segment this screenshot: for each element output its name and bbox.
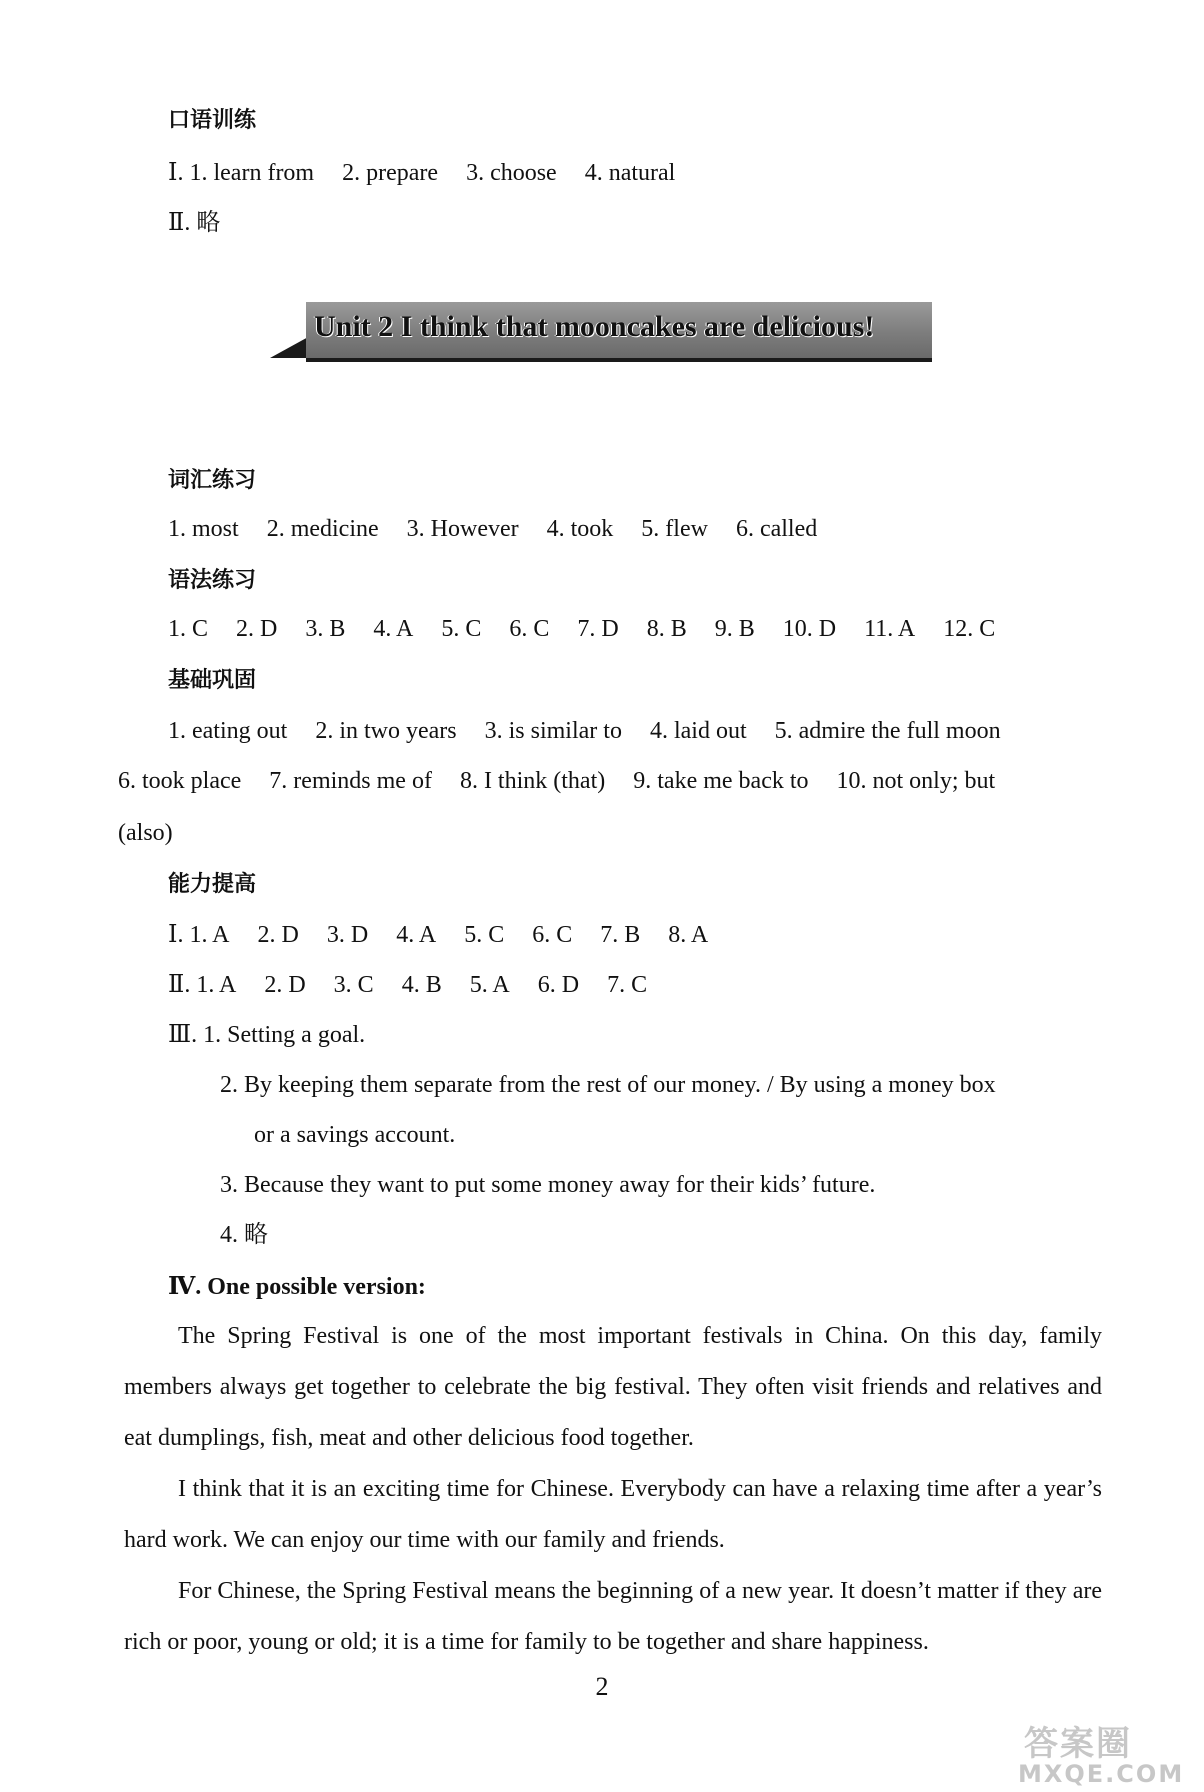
answer-item: 2. in two years — [315, 718, 457, 744]
answer-item: 3. D — [326, 922, 369, 948]
answer-item: 2. D — [236, 616, 278, 642]
answer-item: 3. is similar to — [484, 718, 622, 744]
answer-item: 3. B — [305, 616, 346, 642]
roman-numeral: Ⅰ. — [168, 922, 184, 948]
answer-item: 1. A — [196, 972, 237, 998]
answer-item: 10. not only; but — [836, 768, 996, 794]
vocab-answers — [168, 514, 817, 544]
answer-item: 9. take me back to — [633, 768, 809, 794]
vocab-heading: 词汇练习 — [168, 468, 257, 493]
answer-item: 3. choose — [466, 160, 557, 186]
essay-paragraph: For Chinese, the Spring Festival means the beginning of a new year. It doesn’t matter if they are rich or poor, young or old; it is a time for family to be together and share happiness. — [124, 1578, 1102, 1655]
answer-item: 5. C — [441, 616, 482, 642]
answer-item: 6. called — [735, 516, 818, 542]
answer-item: 4. B — [401, 972, 442, 998]
answer-item: 6. took place — [118, 768, 242, 794]
essay-paragraph: The Spring Festival is one of the most important festivals in China. On this day, family members always get together to celebrate the big festival. They often visit friends and relatives and eat dumplings, fish, meat and other delicious food together. — [124, 1323, 1102, 1451]
answer-item: 1. Setting a goal. — [203, 1022, 366, 1048]
answer-item: 6. D — [537, 972, 580, 998]
answer-item: 4. natural — [584, 160, 676, 186]
unit-banner — [270, 302, 932, 358]
watermark-logo — [1004, 1716, 1204, 1792]
answer-item: 10. D — [782, 616, 837, 642]
answer-item: 8. A — [668, 922, 709, 948]
basics-answers-line2 — [118, 766, 995, 796]
banner-arrow-decoration — [270, 336, 310, 358]
answer-item: 3. C — [333, 972, 374, 998]
answer-item: 2. D — [264, 972, 306, 998]
ability-part4-heading: Ⅳ. One possible version: — [168, 1274, 426, 1300]
basics-answers-line3: (also) — [118, 820, 173, 846]
answer-item: 5. flew — [641, 516, 708, 542]
watermark-text-top: 答案圈 — [1024, 1724, 1132, 1764]
answer-item: 1. learn from — [189, 160, 315, 186]
answer-item: 1. eating out — [168, 718, 288, 744]
answer-item: 5. C — [464, 922, 505, 948]
answer-item: 2. D — [257, 922, 299, 948]
roman-numeral: Ⅰ. — [168, 160, 184, 186]
unit-title: Unit 2 I think that mooncakes are delicious! — [314, 310, 875, 343]
ability-part2-answers — [168, 970, 647, 1000]
grammar-answers — [168, 614, 995, 644]
answer-item: 2. prepare — [342, 160, 439, 186]
answer-item: 4. A — [373, 616, 414, 642]
answer-item: 11. A — [864, 616, 916, 642]
answer-item: 2. medicine — [266, 516, 379, 542]
answer-item: 6. C — [532, 922, 573, 948]
watermark-text-bottom: MXQE.COM — [1018, 1760, 1185, 1788]
roman-numeral: Ⅲ. — [168, 1022, 198, 1048]
answer-item: 7. D — [577, 616, 619, 642]
grammar-heading: 语法练习 — [168, 568, 257, 593]
oral-training-heading: 口语训练 — [168, 108, 257, 133]
answer-item: 1. A — [189, 922, 230, 948]
answer-item: 4. took — [546, 516, 614, 542]
answer-item: 4. laid out — [649, 718, 747, 744]
ability-part1-answers — [168, 920, 708, 950]
answer-item: 8. B — [646, 616, 687, 642]
oral-part2-answer: Ⅱ. 略 — [168, 210, 221, 236]
answer-item: 5. admire the full moon — [774, 718, 1001, 744]
answer-item: 4. A — [396, 922, 437, 948]
answer-item: 7. B — [600, 922, 641, 948]
ability-part3-answer4: 4. 略 — [220, 1222, 268, 1248]
answer-item: 9. B — [714, 616, 755, 642]
ability-part3-answer2-line1: 2. By keeping them separate from the rest of our money. / By using a money box — [220, 1072, 996, 1098]
answer-item: 3. However — [406, 516, 519, 542]
answer-item: 1. C — [168, 616, 209, 642]
answer-item: 8. I think (that) — [459, 768, 606, 794]
answer-item: 5. A — [469, 972, 510, 998]
answer-item: 7. reminds me of — [269, 768, 432, 794]
basics-answers-line1 — [168, 716, 1001, 746]
basics-heading: 基础巩固 — [168, 668, 257, 693]
roman-numeral: Ⅱ. — [168, 972, 191, 998]
ability-heading: 能力提高 — [168, 872, 257, 897]
essay-paragraph: I think that it is an exciting time for Chinese. Everybody can have a relaxing time after a year’s hard work. We can enjoy our time with our family and friends. — [124, 1476, 1102, 1553]
answer-item: 12. C — [943, 616, 996, 642]
answer-item: 6. C — [509, 616, 550, 642]
ability-part3-answer2-line2: or a savings account. — [254, 1122, 456, 1148]
answer-item: 7. C — [607, 972, 648, 998]
page-number: 2 — [595, 1672, 609, 1701]
ability-part3-answer1 — [168, 1020, 365, 1050]
answer-item: 1. most — [168, 516, 239, 542]
ability-part3-answer3: 3. Because they want to put some money away for their kids’ future. — [220, 1172, 876, 1198]
oral-part1-answers — [168, 158, 675, 188]
